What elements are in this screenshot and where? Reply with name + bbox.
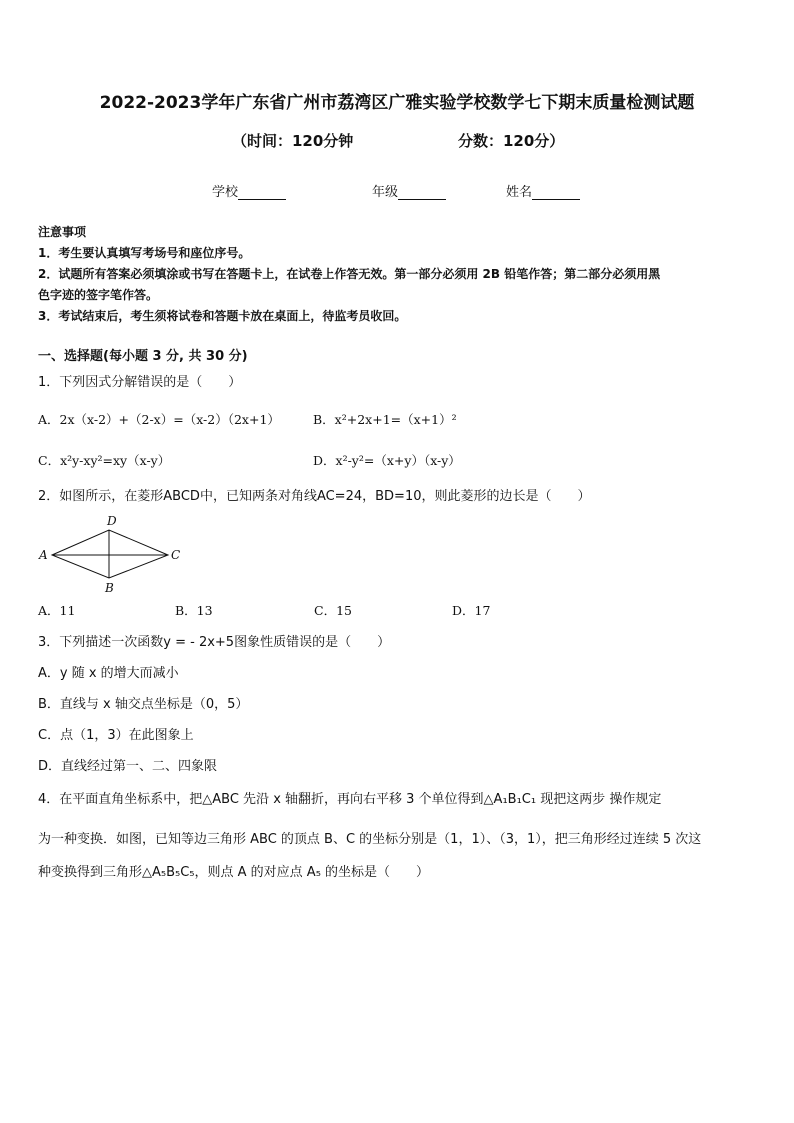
name-label: 姓名 — [506, 185, 533, 200]
page-title: 2022-2023学年广东省广州市荔湾区广雅实验学校数学七下期末质量检测试题 — [99, 93, 695, 113]
q3-option-c: C．点（1，3）在此图象上 — [38, 728, 194, 743]
name-field — [506, 181, 580, 200]
vertex-label-a: A — [39, 548, 48, 562]
q2-option-d: D．17 — [452, 603, 491, 618]
q1-option-d: D．x²-y²=（x+y）（x-y） — [313, 453, 461, 468]
exam-score: 分数：120分） — [458, 132, 565, 150]
notice-item: 2．试题所有答案必须填涂或书写在答题卡上，在试卷上作答无效。第一部分必须用 2B 铅笔作答；第二部分必须用黑 — [38, 267, 661, 281]
q2-option-c: C．15 — [314, 603, 352, 618]
notice-item: 3．考试结束后，考生须将试卷和答题卡放在桌面上，待监考员收回。 — [38, 309, 407, 323]
question-4-line: 种变换得到三角形△A₅B₅C₅，则点 A 的对应点 A₅ 的坐标是（ ） — [38, 865, 430, 880]
grade-blank — [398, 185, 446, 200]
question-4-line: 为一种变换．如图，已知等边三角形 ABC 的顶点 B、C 的坐标分别是（1，1）、（3，1），把三角形经过连续 5 次这 — [38, 832, 702, 847]
vertex-label-b: B — [105, 581, 114, 595]
q1-option-c: C．x²y-xy²=xy（x-y） — [38, 453, 171, 468]
q3-option-d: D．直线经过第一、二、四象限 — [38, 759, 218, 774]
grade-field — [372, 181, 446, 200]
rhombus-figure — [36, 512, 186, 596]
school-blank — [238, 185, 286, 200]
question-4-line: 4．在平面直角坐标系中，把△ABC 先沿 x 轴翻折，再向右平移 3 个单位得到△A₁B₁C₁ 现把这两步 操作规定 — [38, 792, 662, 807]
q2-option-b: B．13 — [175, 603, 213, 618]
grade-label: 年级 — [372, 185, 399, 200]
question-2-stem: 2．如图所示，在菱形ABCD中，已知两条对角线AC=24，BD=10，则此菱形的边长是（ ） — [38, 489, 591, 504]
notice-item: 1．考生要认真填写考场号和座位序号。 — [38, 246, 251, 260]
question-3-stem: 3．下列描述一次函数y = - 2x+5图象性质错误的是（ ） — [38, 635, 391, 650]
vertex-label-c: C — [171, 548, 181, 562]
q3-option-a: A．y 随 x 的增大而减小 — [38, 666, 179, 681]
q2-option-a: A．11 — [38, 603, 76, 618]
notice-item: 色字迹的签字笔作答。 — [38, 288, 159, 302]
q1-option-a: A．2x（x-2）+（2-x）=（x-2）（2x+1） — [38, 412, 280, 427]
q3-option-b: B．直线与 x 轴交点坐标是（0，5） — [38, 697, 249, 712]
question-1-stem: 1．下列因式分解错误的是（ ） — [38, 375, 242, 390]
vertex-label-d: D — [107, 514, 117, 528]
rhombus-outline — [52, 530, 168, 578]
q1-option-b: B．x²+2x+1=（x+1）² — [313, 412, 457, 427]
name-blank — [532, 185, 580, 200]
notice-title: 注意事项 — [38, 225, 87, 239]
exam-time: （时间：120分钟 — [232, 132, 354, 150]
school-field — [212, 181, 286, 200]
section-heading: 一、选择题(每小题 3 分, 共 30 分) — [38, 349, 248, 364]
school-label: 学校 — [212, 185, 239, 200]
